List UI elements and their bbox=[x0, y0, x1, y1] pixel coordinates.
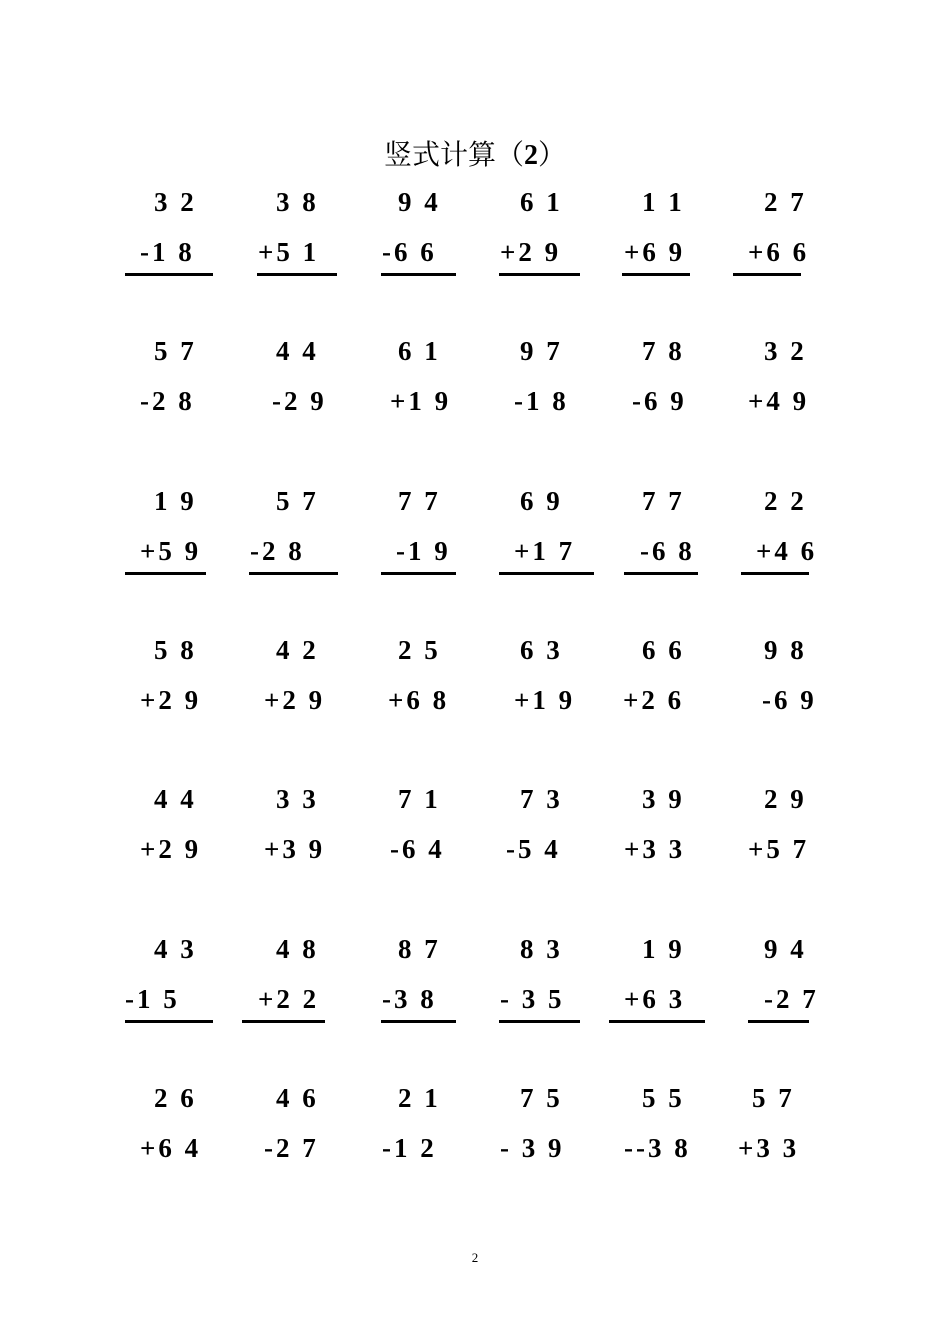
problem-bottom-number: -5 4 bbox=[506, 834, 561, 864]
problem-top-number: 7 7 bbox=[642, 486, 685, 516]
problem-top-number: 4 3 bbox=[154, 934, 197, 964]
answer-line bbox=[748, 1020, 809, 1023]
problem-top-number: 5 8 bbox=[154, 635, 197, 665]
problem-top-number: 1 9 bbox=[154, 486, 197, 516]
problem-top-number: 8 3 bbox=[520, 934, 563, 964]
problem-bottom-number: +1 9 bbox=[390, 386, 452, 416]
title-close: ） bbox=[538, 138, 567, 171]
problem-bottom-number: -1 5 bbox=[125, 984, 180, 1014]
problem-bottom-number: +3 3 bbox=[738, 1133, 800, 1163]
problem-bottom-number: - 3 9 bbox=[500, 1133, 565, 1163]
answer-line bbox=[499, 1020, 580, 1023]
problem-bottom-number: +6 8 bbox=[388, 685, 450, 715]
problem-bottom-number: +5 9 bbox=[140, 536, 202, 566]
problem-top-number: 2 7 bbox=[764, 187, 807, 217]
problem-bottom-number: +6 9 bbox=[624, 237, 686, 267]
problem-bottom-number: -1 9 bbox=[396, 536, 451, 566]
problem-top-number: 3 9 bbox=[642, 784, 685, 814]
problem-top-number: 8 7 bbox=[398, 934, 441, 964]
problem-bottom-number: +5 7 bbox=[748, 834, 810, 864]
problem-bottom-number: +2 2 bbox=[258, 984, 320, 1014]
problem-bottom-number: -2 7 bbox=[264, 1133, 319, 1163]
problem-bottom-number: +2 9 bbox=[500, 237, 562, 267]
problem-bottom-number: +1 7 bbox=[514, 536, 576, 566]
problem-bottom-number: -2 9 bbox=[272, 386, 327, 416]
problem-top-number: 2 5 bbox=[398, 635, 441, 665]
answer-line bbox=[741, 572, 809, 575]
problem-bottom-number: +3 3 bbox=[624, 834, 686, 864]
problem-top-number: 1 9 bbox=[642, 934, 685, 964]
problem-top-number: 9 4 bbox=[398, 187, 441, 217]
problem-bottom-number: +6 3 bbox=[624, 984, 686, 1014]
problem-top-number: 3 2 bbox=[764, 336, 807, 366]
problem-top-number: 3 2 bbox=[154, 187, 197, 217]
problem-top-number: 2 2 bbox=[764, 486, 807, 516]
problem-top-number: 3 8 bbox=[276, 187, 319, 217]
problem-top-number: 1 1 bbox=[642, 187, 685, 217]
problem-bottom-number: +5 1 bbox=[258, 237, 320, 267]
problem-bottom-number: - 3 5 bbox=[500, 984, 565, 1014]
problem-top-number: 7 3 bbox=[520, 784, 563, 814]
problem-top-number: 9 4 bbox=[764, 934, 807, 964]
problem-top-number: 6 1 bbox=[398, 336, 441, 366]
answer-line bbox=[499, 572, 594, 575]
answer-line bbox=[381, 273, 456, 276]
problem-top-number: 2 9 bbox=[764, 784, 807, 814]
problem-top-number: 4 4 bbox=[154, 784, 197, 814]
problem-top-number: 4 4 bbox=[276, 336, 319, 366]
answer-line bbox=[125, 273, 213, 276]
page-title bbox=[0, 133, 950, 173]
answer-line bbox=[622, 273, 690, 276]
problem-top-number: 5 7 bbox=[154, 336, 197, 366]
answer-line bbox=[125, 572, 206, 575]
problem-top-number: 6 1 bbox=[520, 187, 563, 217]
title-text: 竖式计算（ bbox=[383, 138, 524, 171]
problem-top-number: 2 1 bbox=[398, 1083, 441, 1113]
problem-bottom-number: -1 8 bbox=[514, 386, 569, 416]
problem-top-number: 7 8 bbox=[642, 336, 685, 366]
page-number: 2 bbox=[471, 1250, 479, 1265]
problem-bottom-number: +6 4 bbox=[140, 1133, 202, 1163]
answer-line bbox=[609, 1020, 705, 1023]
problem-bottom-number: -6 4 bbox=[390, 834, 445, 864]
problem-bottom-number: --3 8 bbox=[624, 1133, 691, 1163]
title-number: 2 bbox=[524, 140, 538, 171]
problem-top-number: 9 7 bbox=[520, 336, 563, 366]
problem-top-number: 5 7 bbox=[752, 1083, 795, 1113]
problem-bottom-number: +2 9 bbox=[140, 834, 202, 864]
answer-line bbox=[242, 1020, 325, 1023]
problem-top-number: 2 6 bbox=[154, 1083, 197, 1113]
problem-bottom-number: +2 9 bbox=[140, 685, 202, 715]
problem-bottom-number: +3 9 bbox=[264, 834, 326, 864]
answer-line bbox=[257, 273, 337, 276]
problem-bottom-number: -2 8 bbox=[140, 386, 195, 416]
problem-bottom-number: +2 9 bbox=[264, 685, 326, 715]
problem-bottom-number: -2 7 bbox=[764, 984, 819, 1014]
problem-top-number: 7 5 bbox=[520, 1083, 563, 1113]
answer-line bbox=[624, 572, 698, 575]
problem-bottom-number: -6 9 bbox=[632, 386, 687, 416]
problem-top-number: 5 5 bbox=[642, 1083, 685, 1113]
problem-bottom-number: -1 2 bbox=[382, 1133, 437, 1163]
problem-bottom-number: -6 6 bbox=[382, 237, 437, 267]
problem-bottom-number: +6 6 bbox=[748, 237, 810, 267]
problem-top-number: 4 2 bbox=[276, 635, 319, 665]
problem-bottom-number: +1 9 bbox=[514, 685, 576, 715]
problem-top-number: 9 8 bbox=[764, 635, 807, 665]
problem-top-number: 4 6 bbox=[276, 1083, 319, 1113]
problem-top-number: 7 1 bbox=[398, 784, 441, 814]
problem-bottom-number: -1 8 bbox=[140, 237, 195, 267]
problem-top-number: 6 6 bbox=[642, 635, 685, 665]
answer-line bbox=[249, 572, 338, 575]
problem-bottom-number: -2 8 bbox=[250, 536, 305, 566]
answer-line bbox=[499, 273, 580, 276]
answer-line bbox=[733, 273, 801, 276]
problem-top-number: 6 9 bbox=[520, 486, 563, 516]
problem-bottom-number: +2 6 bbox=[623, 685, 685, 715]
answer-line bbox=[381, 1020, 456, 1023]
problem-bottom-number: -6 8 bbox=[640, 536, 695, 566]
answer-line bbox=[381, 572, 456, 575]
problem-bottom-number: -6 9 bbox=[762, 685, 817, 715]
problem-top-number: 3 3 bbox=[276, 784, 319, 814]
problem-top-number: 5 7 bbox=[276, 486, 319, 516]
answer-line bbox=[125, 1020, 213, 1023]
problem-top-number: 4 8 bbox=[276, 934, 319, 964]
problem-bottom-number: +4 9 bbox=[748, 386, 810, 416]
problem-bottom-number: -3 8 bbox=[382, 984, 437, 1014]
problem-bottom-number: +4 6 bbox=[756, 536, 818, 566]
problem-top-number: 6 3 bbox=[520, 635, 563, 665]
problem-top-number: 7 7 bbox=[398, 486, 441, 516]
